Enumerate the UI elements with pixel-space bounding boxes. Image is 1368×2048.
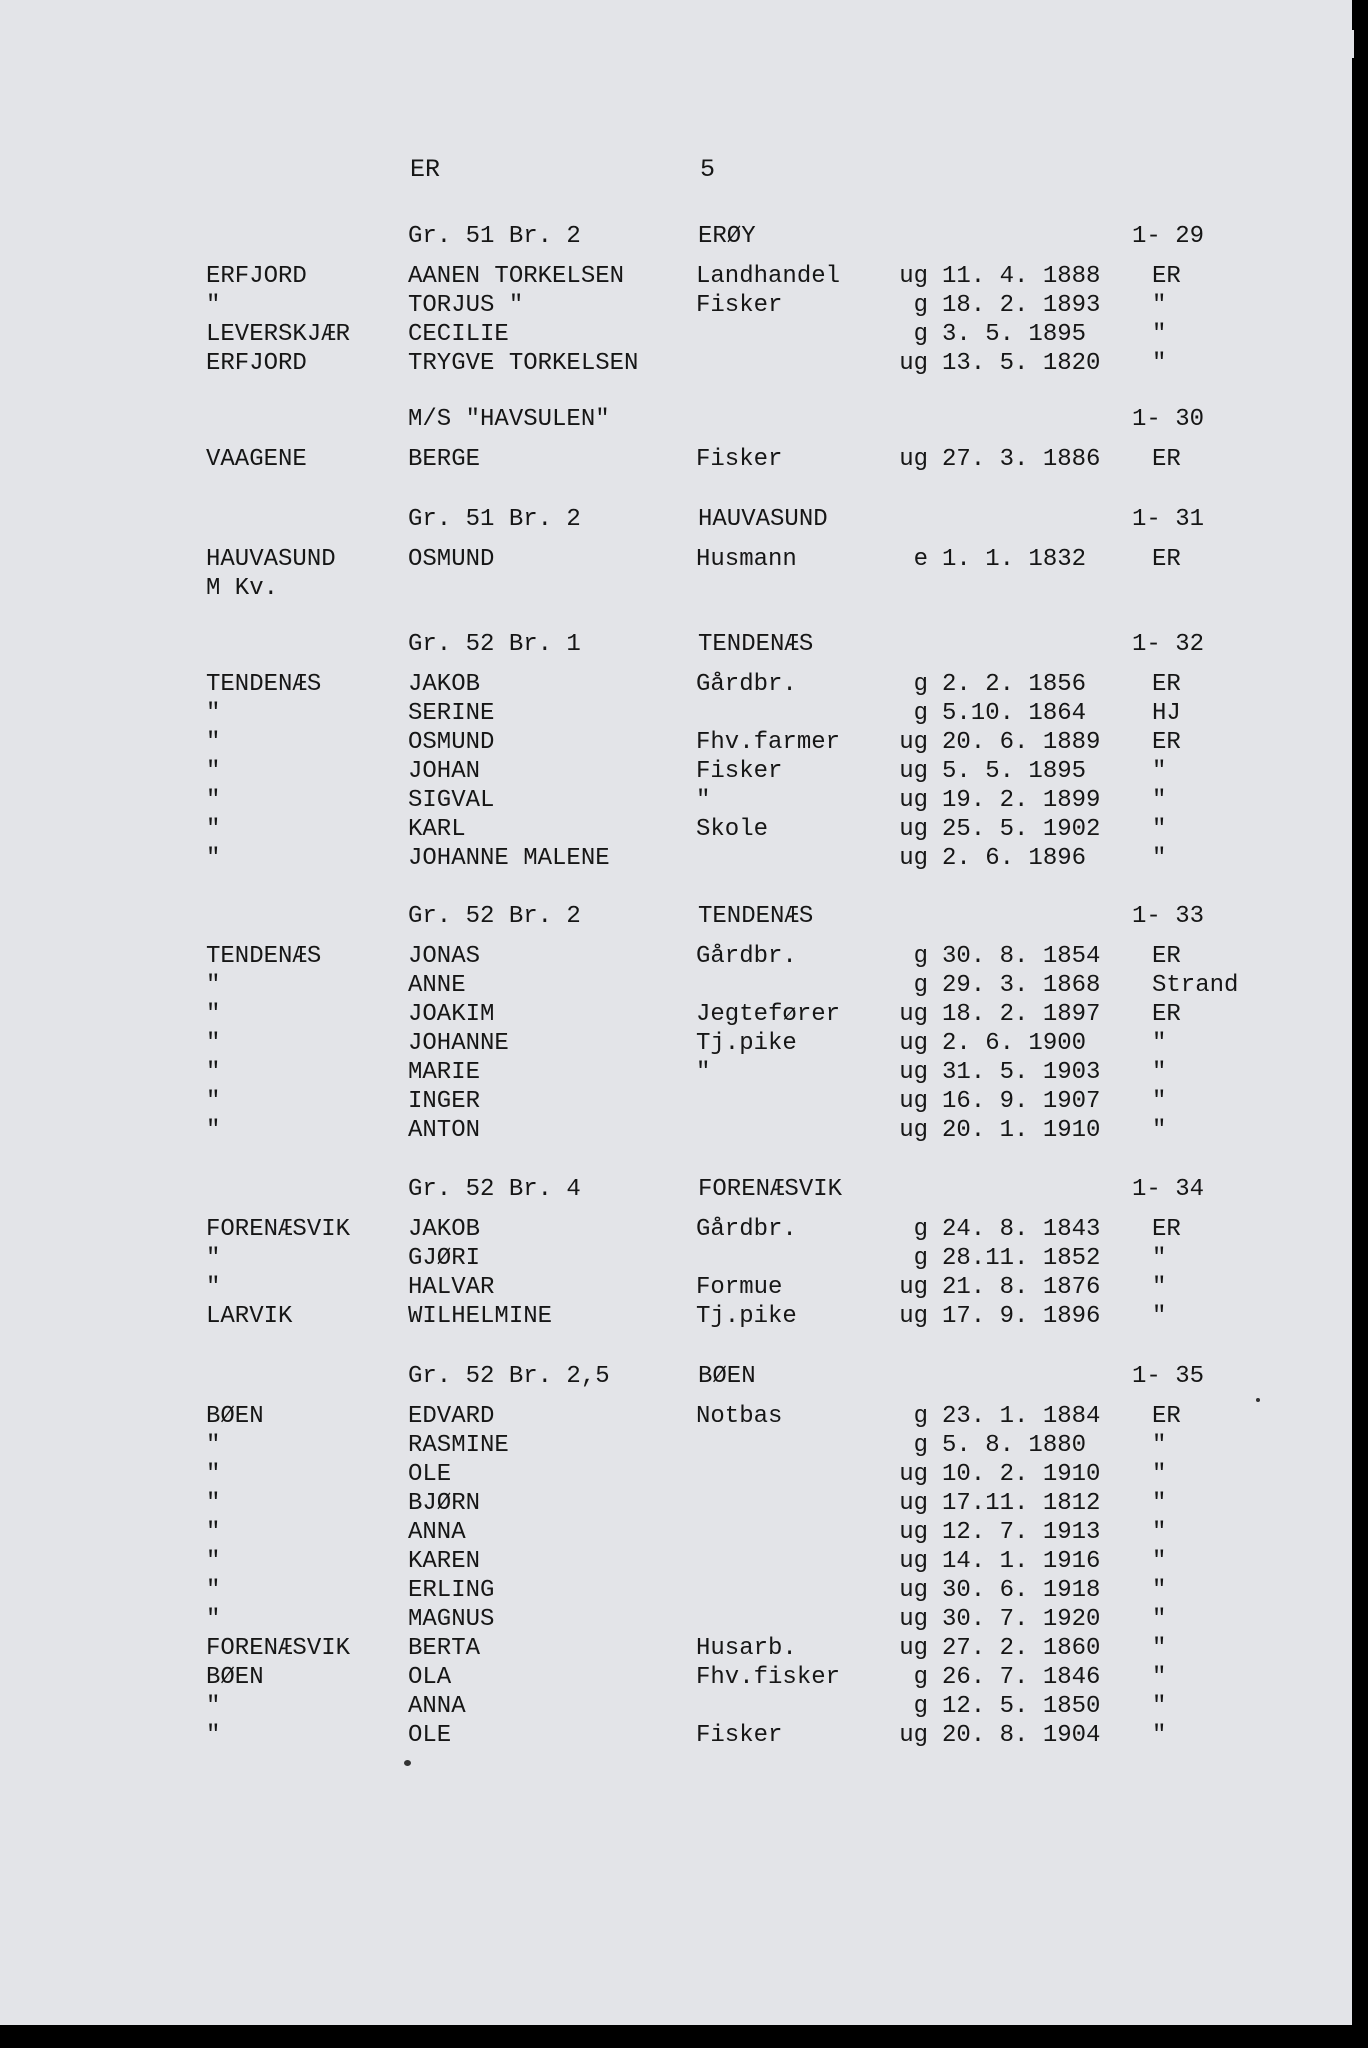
row-place: TENDENÆS <box>206 943 322 970</box>
row-note: ER <box>1152 263 1181 290</box>
row-note: " <box>1152 1664 1167 1691</box>
row-birth-date: 10. 2. 1910 <box>942 1461 1101 1488</box>
row-marital-status: g <box>913 972 928 999</box>
row-name: AANEN TORKELSEN <box>408 263 625 290</box>
farm-name: BØEN <box>698 1363 756 1390</box>
row-occupation: Gårdbr. <box>696 671 797 698</box>
row-note: " <box>1152 350 1167 377</box>
row-note: " <box>1152 1303 1167 1330</box>
row-marital-status: ug <box>899 1606 928 1633</box>
row-marital-status: ug <box>899 1274 928 1301</box>
row-name: KAREN <box>408 1548 481 1575</box>
row-name: BJØRN <box>408 1490 481 1517</box>
row-place: " <box>206 1519 221 1546</box>
row-name: RASMINE <box>408 1432 509 1459</box>
row-note: ER <box>1152 1001 1181 1028</box>
row-name: OSMUND <box>408 546 495 573</box>
row-name: MARIE <box>408 1059 481 1086</box>
row-place: M Kv. <box>206 575 279 602</box>
row-marital-status: ug <box>899 1722 928 1749</box>
row-note: " <box>1152 845 1167 872</box>
row-occupation: Fisker <box>696 292 783 319</box>
row-name: INGER <box>408 1088 481 1115</box>
row-birth-date: 20. 1. 1910 <box>942 1117 1101 1144</box>
row-name: JONAS <box>408 943 481 970</box>
block-heading <box>0 405 1352 445</box>
person-row <box>0 699 1352 728</box>
row-occupation: Landhandel <box>696 263 841 290</box>
row-marital-status: ug <box>899 1635 928 1662</box>
row-place: LARVIK <box>206 1303 293 1330</box>
row-place: " <box>206 1088 221 1115</box>
row-place: " <box>206 1722 221 1749</box>
row-birth-date: 3. 5. 1895 <box>942 321 1087 348</box>
row-name: BERGE <box>408 446 481 473</box>
row-birth-date: 13. 5. 1820 <box>942 350 1101 377</box>
row-occupation: Husarb. <box>696 1635 797 1662</box>
row-marital-status: ug <box>899 263 928 290</box>
block-heading <box>0 1175 1352 1215</box>
row-marital-status: g <box>913 1432 928 1459</box>
row-place: TENDENÆS <box>206 671 322 698</box>
person-row <box>0 1721 1352 1750</box>
row-marital-status: ug <box>899 1303 928 1330</box>
row-note: " <box>1152 1635 1167 1662</box>
row-birth-date: 5. 5. 1895 <box>942 758 1087 785</box>
person-row <box>0 1000 1352 1029</box>
person-row <box>0 844 1352 873</box>
row-birth-date: 18. 2. 1897 <box>942 1001 1101 1028</box>
row-place: " <box>206 700 221 727</box>
census-block <box>0 630 1352 873</box>
row-birth-date: 17.11. 1812 <box>942 1490 1101 1517</box>
row-note: ER <box>1152 1216 1181 1243</box>
farm-reference: Gr. 52 Br. 2,5 <box>408 1363 610 1390</box>
row-note: " <box>1152 321 1167 348</box>
person-row <box>0 262 1352 291</box>
household-number: 1- 30 <box>1132 406 1205 433</box>
row-birth-date: 5. 8. 1880 <box>942 1432 1087 1459</box>
row-place: FORENÆSVIK <box>206 1216 351 1243</box>
row-name: MAGNUS <box>408 1606 495 1633</box>
row-place: ERFJORD <box>206 350 307 377</box>
row-birth-date: 18. 2. 1893 <box>942 292 1101 319</box>
row-birth-date: 30. 7. 1920 <box>942 1606 1101 1633</box>
row-name: JOHANNE <box>408 1030 509 1057</box>
row-occupation: Fisker <box>696 1722 783 1749</box>
row-note: " <box>1152 758 1167 785</box>
row-name: OSMUND <box>408 729 495 756</box>
row-occupation: Gårdbr. <box>696 1216 797 1243</box>
row-place: " <box>206 1245 221 1272</box>
row-note: ER <box>1152 729 1181 756</box>
row-marital-status: ug <box>899 787 928 814</box>
row-birth-date: 25. 5. 1902 <box>942 816 1101 843</box>
person-row <box>0 1273 1352 1302</box>
row-name: TORJUS " <box>408 292 524 319</box>
farm-reference: Gr. 52 Br. 1 <box>408 631 581 658</box>
row-birth-date: 20. 6. 1889 <box>942 729 1101 756</box>
row-place: " <box>206 1030 221 1057</box>
person-row <box>0 1460 1352 1489</box>
row-marital-status: g <box>913 671 928 698</box>
farm-name: TENDENÆS <box>698 903 814 930</box>
row-birth-date: 1. 1. 1832 <box>942 546 1087 573</box>
ink-speck <box>404 1760 411 1766</box>
row-occupation: Husmann <box>696 546 797 573</box>
census-block <box>0 222 1352 378</box>
row-occupation: Tj.pike <box>696 1030 797 1057</box>
person-row <box>0 1489 1352 1518</box>
row-name: JAKOB <box>408 671 481 698</box>
row-note: " <box>1152 1577 1167 1604</box>
farm-reference: M/S "HAVSULEN" <box>408 406 610 433</box>
row-name: JOHAN <box>408 758 481 785</box>
row-place: " <box>206 1693 221 1720</box>
person-row <box>0 1302 1352 1331</box>
row-occupation: Skole <box>696 816 769 843</box>
row-note: " <box>1152 1030 1167 1057</box>
row-note: " <box>1152 1548 1167 1575</box>
row-place: " <box>206 1117 221 1144</box>
row-place: FORENÆSVIK <box>206 1635 351 1662</box>
row-note: " <box>1152 1606 1167 1633</box>
person-row <box>0 728 1352 757</box>
row-place: " <box>206 1274 221 1301</box>
row-place: " <box>206 845 221 872</box>
row-marital-status: ug <box>899 816 928 843</box>
row-note: ER <box>1152 546 1181 573</box>
row-birth-date: 26. 7. 1846 <box>942 1664 1101 1691</box>
row-name: CECILIE <box>408 321 509 348</box>
page-header <box>0 155 1352 195</box>
row-birth-date: 14. 1. 1916 <box>942 1548 1101 1575</box>
row-name: WILHELMINE <box>408 1303 553 1330</box>
row-place: " <box>206 787 221 814</box>
row-place: VAAGENE <box>206 446 307 473</box>
row-marital-status: g <box>913 1403 928 1430</box>
row-place: " <box>206 292 221 319</box>
row-marital-status: ug <box>899 845 928 872</box>
person-row <box>0 971 1352 1000</box>
row-marital-status: ug <box>899 1117 928 1144</box>
row-marital-status: ug <box>899 1030 928 1057</box>
row-name: OLE <box>408 1461 452 1488</box>
row-name: BERTA <box>408 1635 481 1662</box>
row-name: SERINE <box>408 700 495 727</box>
row-marital-status: g <box>913 1664 928 1691</box>
census-block <box>0 1362 1352 1750</box>
row-birth-date: 11. 4. 1888 <box>942 263 1101 290</box>
row-marital-status: ug <box>899 1059 928 1086</box>
row-marital-status: g <box>913 292 928 319</box>
row-place: " <box>206 758 221 785</box>
row-marital-status: ug <box>899 1490 928 1517</box>
row-occupation: Notbas <box>696 1403 783 1430</box>
row-name: ANTON <box>408 1117 481 1144</box>
row-place: " <box>206 1577 221 1604</box>
row-note: " <box>1152 1117 1167 1144</box>
row-birth-date: 17. 9. 1896 <box>942 1303 1101 1330</box>
block-heading <box>0 902 1352 942</box>
row-birth-date: 16. 9. 1907 <box>942 1088 1101 1115</box>
person-row <box>0 1663 1352 1692</box>
person-row <box>0 1692 1352 1721</box>
row-marital-status: ug <box>899 446 928 473</box>
row-marital-status: ug <box>899 1088 928 1115</box>
row-marital-status: ug <box>899 1548 928 1575</box>
ink-speck <box>1256 1398 1260 1402</box>
row-name: OLA <box>408 1664 452 1691</box>
row-note: " <box>1152 1432 1167 1459</box>
row-place: BØEN <box>206 1664 264 1691</box>
row-note: " <box>1152 787 1167 814</box>
row-note: HJ <box>1152 700 1181 727</box>
household-number: 1- 35 <box>1132 1363 1205 1390</box>
row-birth-date: 23. 1. 1884 <box>942 1403 1101 1430</box>
row-place: HAUVASUND <box>206 546 336 573</box>
person-row <box>0 445 1352 474</box>
row-name: JAKOB <box>408 1216 481 1243</box>
row-marital-status: g <box>913 1216 928 1243</box>
row-note: ER <box>1152 1403 1181 1430</box>
household-number: 1- 31 <box>1132 506 1205 533</box>
row-birth-date: 20. 8. 1904 <box>942 1722 1101 1749</box>
farm-name: ERØY <box>698 223 756 250</box>
row-marital-status: g <box>913 943 928 970</box>
row-occupation: Fhv.fisker <box>696 1664 841 1691</box>
row-birth-date: 21. 8. 1876 <box>942 1274 1101 1301</box>
row-marital-status: e <box>913 546 928 573</box>
register-code: ER <box>410 155 441 184</box>
row-birth-date: 28.11. 1852 <box>942 1245 1101 1272</box>
farm-reference: Gr. 51 Br. 2 <box>408 223 581 250</box>
row-note: " <box>1152 1274 1167 1301</box>
row-birth-date: 31. 5. 1903 <box>942 1059 1101 1086</box>
row-place: " <box>206 816 221 843</box>
person-row <box>0 1244 1352 1273</box>
household-number: 1- 29 <box>1132 223 1205 250</box>
farm-name: HAUVASUND <box>698 506 828 533</box>
person-row <box>0 1402 1352 1431</box>
block-heading <box>0 505 1352 545</box>
person-row <box>0 757 1352 786</box>
row-birth-date: 12. 5. 1850 <box>942 1693 1101 1720</box>
row-marital-status: g <box>913 1693 928 1720</box>
page-number: 5 <box>700 155 716 184</box>
census-block <box>0 405 1352 474</box>
census-block <box>0 1175 1352 1331</box>
person-row <box>0 291 1352 320</box>
row-name: HALVAR <box>408 1274 495 1301</box>
row-marital-status: g <box>913 321 928 348</box>
row-place: " <box>206 972 221 999</box>
farm-name: FORENÆSVIK <box>698 1176 843 1203</box>
row-note: " <box>1152 1059 1167 1086</box>
row-note: " <box>1152 1088 1167 1115</box>
person-row <box>0 1029 1352 1058</box>
person-row <box>0 786 1352 815</box>
person-row <box>0 1058 1352 1087</box>
row-note: " <box>1152 1693 1167 1720</box>
census-block <box>0 505 1352 603</box>
corner-mark <box>1348 30 1354 58</box>
row-occupation: Fhv.farmer <box>696 729 841 756</box>
row-marital-status: ug <box>899 1001 928 1028</box>
row-note: " <box>1152 1490 1167 1517</box>
row-birth-date: 2. 2. 1856 <box>942 671 1087 698</box>
person-row <box>0 320 1352 349</box>
row-birth-date: 30. 6. 1918 <box>942 1577 1101 1604</box>
row-birth-date: 27. 3. 1886 <box>942 446 1101 473</box>
row-marital-status: ug <box>899 1461 928 1488</box>
row-marital-status: g <box>913 700 928 727</box>
row-note: " <box>1152 292 1167 319</box>
row-place: " <box>206 1461 221 1488</box>
row-marital-status: ug <box>899 729 928 756</box>
row-name: TRYGVE TORKELSEN <box>408 350 639 377</box>
row-place: " <box>206 1548 221 1575</box>
row-occupation: Fisker <box>696 446 783 473</box>
census-block <box>0 902 1352 1145</box>
block-heading <box>0 222 1352 262</box>
farm-reference: Gr. 52 Br. 4 <box>408 1176 581 1203</box>
person-row <box>0 815 1352 844</box>
row-note: " <box>1152 1461 1167 1488</box>
row-birth-date: 12. 7. 1913 <box>942 1519 1101 1546</box>
row-name: SIGVAL <box>408 787 495 814</box>
block-heading <box>0 1362 1352 1402</box>
row-birth-date: 24. 8. 1843 <box>942 1216 1101 1243</box>
person-row <box>0 1518 1352 1547</box>
row-birth-date: 5.10. 1864 <box>942 700 1087 727</box>
person-row <box>0 670 1352 699</box>
person-row <box>0 1431 1352 1460</box>
person-row <box>0 1215 1352 1244</box>
row-birth-date: 29. 3. 1868 <box>942 972 1101 999</box>
person-row <box>0 1605 1352 1634</box>
row-place: LEVERSKJÆR <box>206 321 351 348</box>
household-number: 1- 34 <box>1132 1176 1205 1203</box>
row-name: OLE <box>408 1722 452 1749</box>
person-row <box>0 1087 1352 1116</box>
row-place: ERFJORD <box>206 263 307 290</box>
row-birth-date: 19. 2. 1899 <box>942 787 1101 814</box>
person-row <box>0 942 1352 971</box>
row-birth-date: 2. 6. 1900 <box>942 1030 1087 1057</box>
row-name: ANNA <box>408 1519 466 1546</box>
person-row <box>0 349 1352 378</box>
row-place: " <box>206 1432 221 1459</box>
row-birth-date: 30. 8. 1854 <box>942 943 1101 970</box>
farm-name: TENDENÆS <box>698 631 814 658</box>
farm-reference: Gr. 51 Br. 2 <box>408 506 581 533</box>
row-note: ER <box>1152 671 1181 698</box>
row-name: ERLING <box>408 1577 495 1604</box>
row-note: Strand <box>1152 972 1239 999</box>
person-row <box>0 574 1352 603</box>
row-marital-status: ug <box>899 1577 928 1604</box>
row-occupation: Formue <box>696 1274 783 1301</box>
row-note: " <box>1152 1722 1167 1749</box>
row-place: " <box>206 729 221 756</box>
row-place: " <box>206 1001 221 1028</box>
row-note: " <box>1152 1245 1167 1272</box>
row-note: ER <box>1152 943 1181 970</box>
row-occupation: " <box>696 1059 711 1086</box>
row-place: BØEN <box>206 1403 264 1430</box>
row-occupation: " <box>696 787 711 814</box>
row-occupation: Gårdbr. <box>696 943 797 970</box>
row-name: ANNE <box>408 972 466 999</box>
row-marital-status: ug <box>899 350 928 377</box>
row-birth-date: 2. 6. 1896 <box>942 845 1087 872</box>
row-birth-date: 27. 2. 1860 <box>942 1635 1101 1662</box>
row-note: " <box>1152 1519 1167 1546</box>
person-row <box>0 545 1352 574</box>
person-row <box>0 1116 1352 1145</box>
row-name: KARL <box>408 816 466 843</box>
row-place: " <box>206 1059 221 1086</box>
row-occupation: Tj.pike <box>696 1303 797 1330</box>
row-marital-status: g <box>913 1245 928 1272</box>
row-name: EDVARD <box>408 1403 495 1430</box>
row-name: JOAKIM <box>408 1001 495 1028</box>
block-heading <box>0 630 1352 670</box>
row-occupation: Fisker <box>696 758 783 785</box>
row-occupation: Jegtefører <box>696 1001 841 1028</box>
row-place: " <box>206 1490 221 1517</box>
household-number: 1- 32 <box>1132 631 1205 658</box>
person-row <box>0 1547 1352 1576</box>
person-row <box>0 1634 1352 1663</box>
row-name: JOHANNE MALENE <box>408 845 610 872</box>
household-number: 1- 33 <box>1132 903 1205 930</box>
row-note: " <box>1152 816 1167 843</box>
person-row <box>0 1576 1352 1605</box>
row-place: " <box>206 1606 221 1633</box>
row-marital-status: ug <box>899 1519 928 1546</box>
row-name: ANNA <box>408 1693 466 1720</box>
row-marital-status: ug <box>899 758 928 785</box>
farm-reference: Gr. 52 Br. 2 <box>408 903 581 930</box>
row-note: ER <box>1152 446 1181 473</box>
row-name: GJØRI <box>408 1245 481 1272</box>
